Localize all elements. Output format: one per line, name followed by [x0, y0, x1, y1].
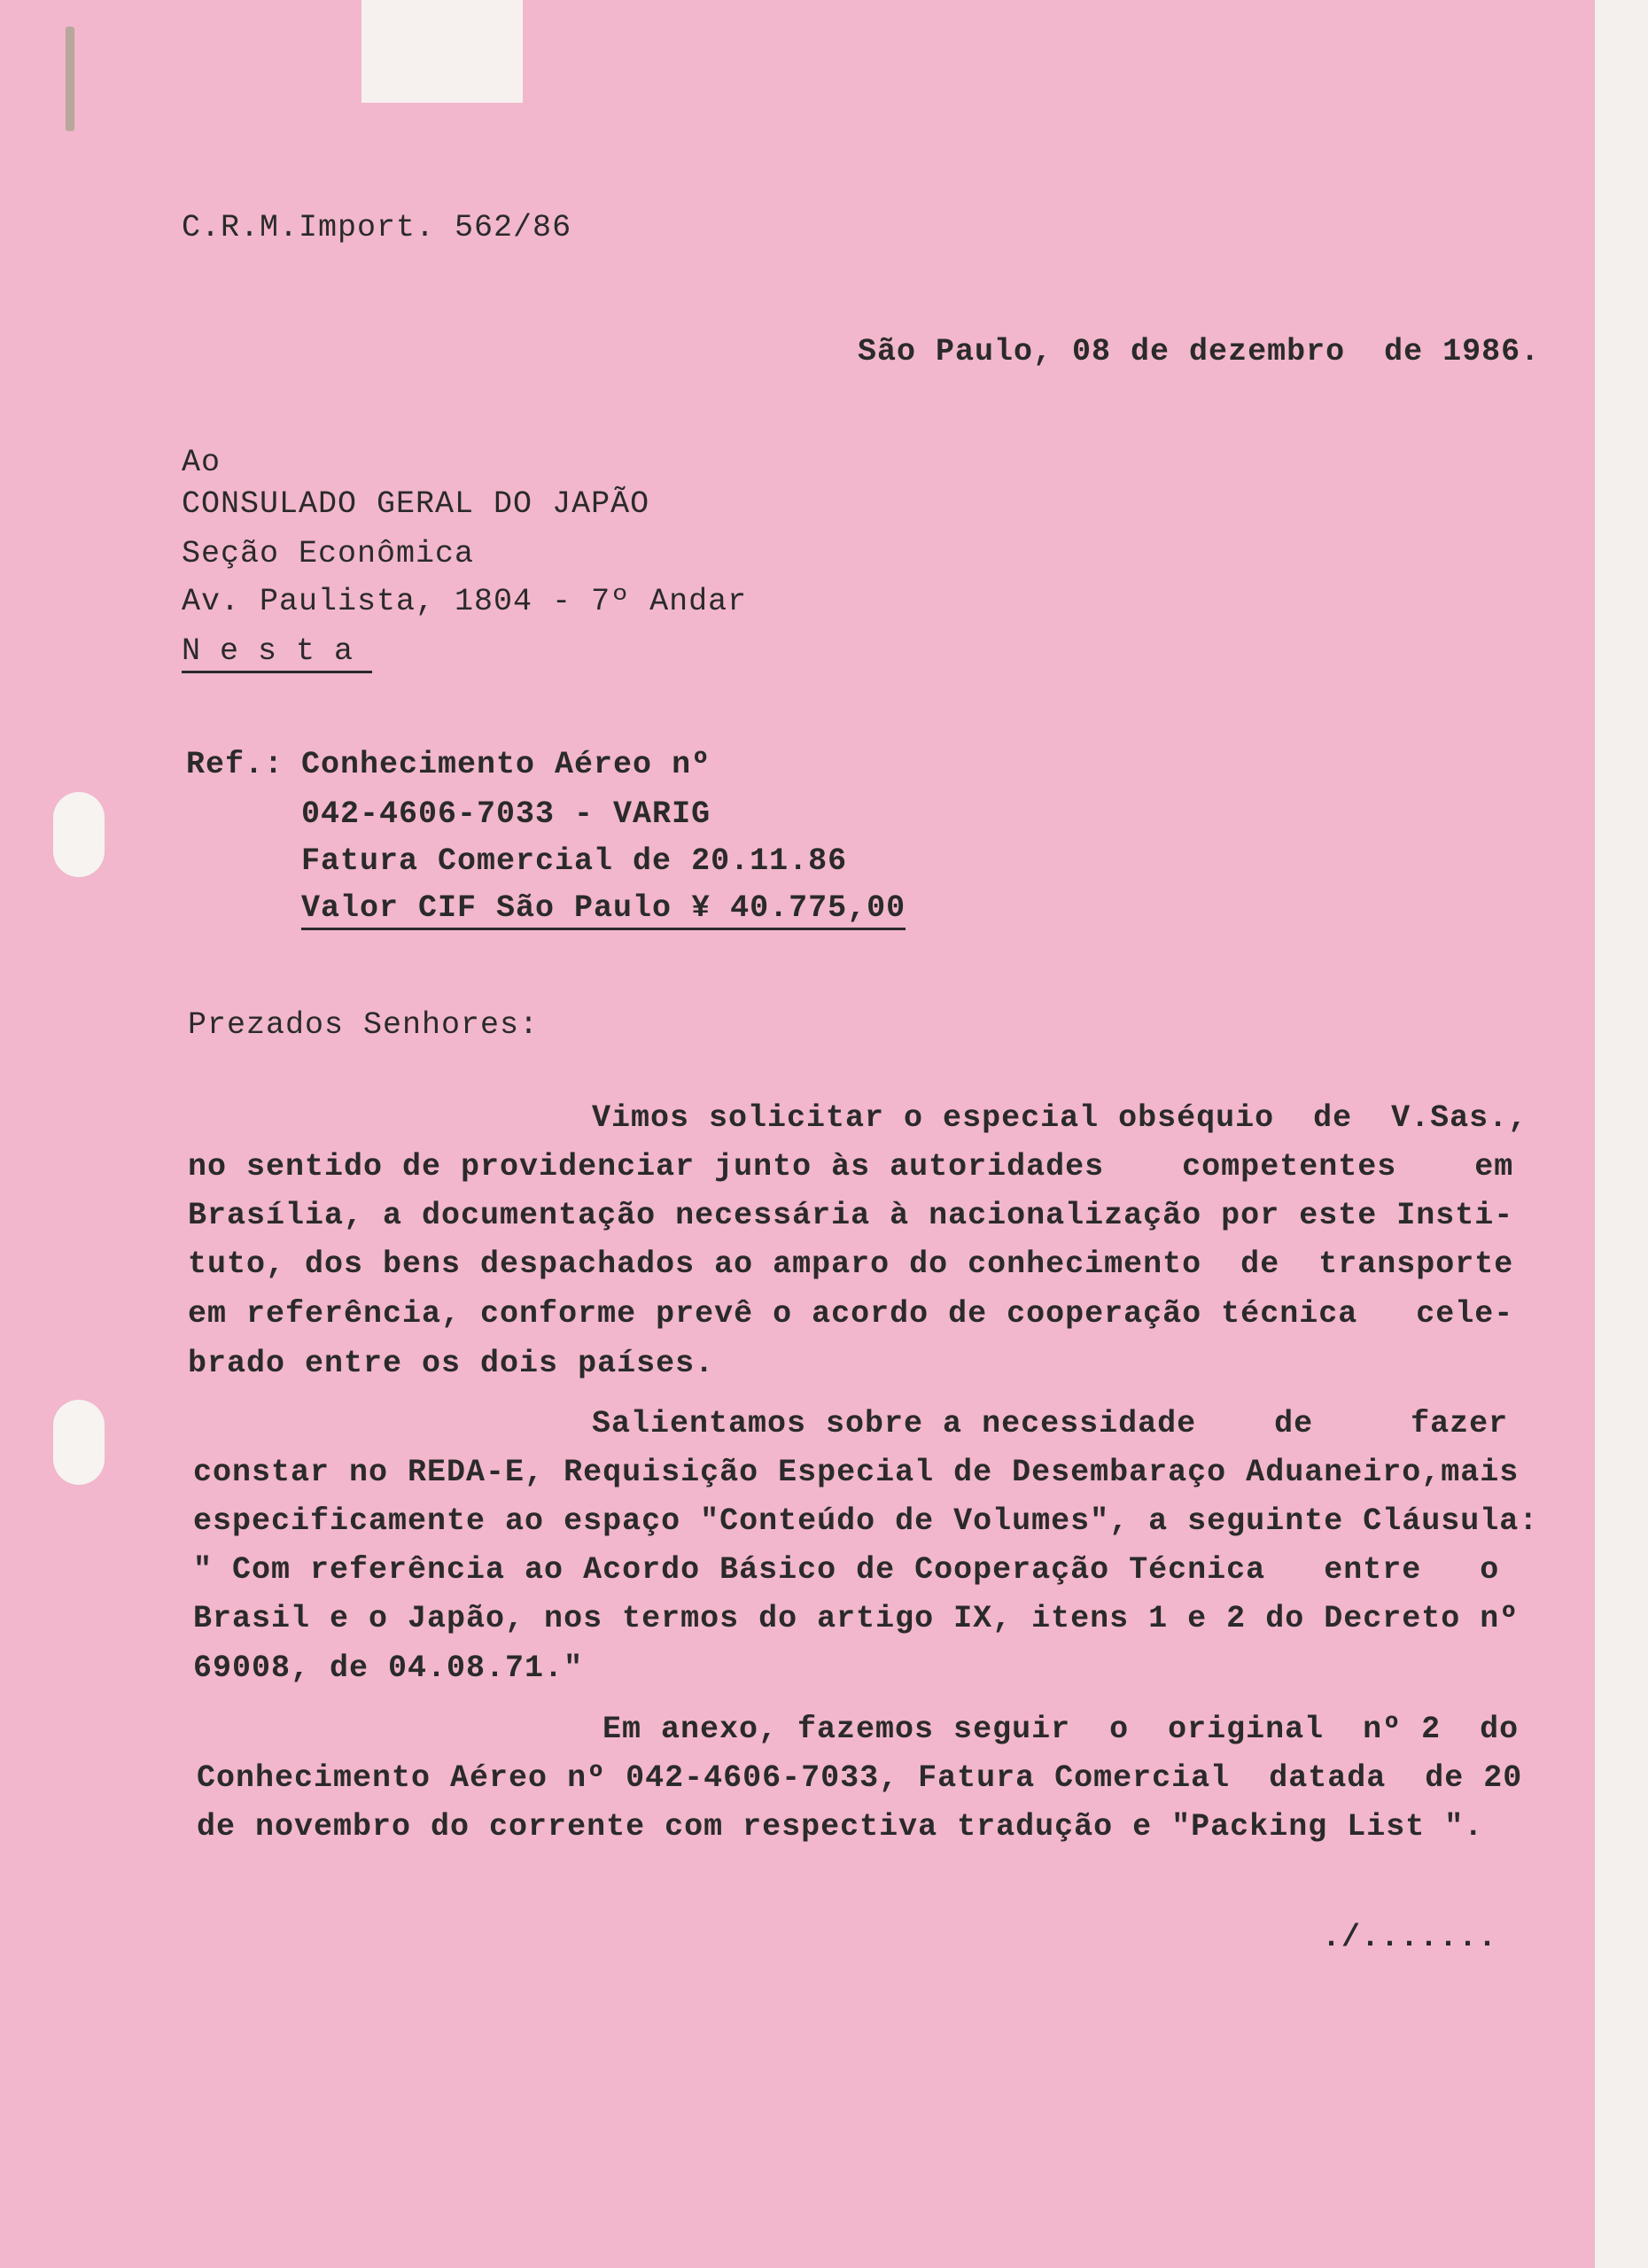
reference-line: 042-4606-7033 - VARIG	[301, 796, 711, 832]
body-line: Brasília, a documentação necessária à nacionalização por este Insti-	[188, 1198, 1514, 1233]
document-reference: C.R.M.Import. 562/86	[182, 210, 572, 245]
paper-tab	[361, 0, 523, 103]
body-line: Em anexo, fazemos seguir o original nº 2 do	[602, 1712, 1520, 1747]
body-line: brado entre os dois países.	[188, 1346, 715, 1381]
punch-hole	[53, 1400, 105, 1485]
body-line: " Com referência ao Acordo Básico de Cooperação Técnica entre o	[193, 1552, 1500, 1588]
body-line: de novembro do corrente com respectiva tradução e "Packing List ".	[197, 1809, 1484, 1845]
continuation-mark: ./.......	[1322, 1920, 1498, 1955]
document-date: São Paulo, 08 de dezembro de 1986.	[858, 334, 1541, 369]
scan-margin	[1595, 0, 1648, 2268]
body-line: constar no REDA-E, Requisição Especial de Desembaraço Aduaneiro,mais	[193, 1455, 1520, 1490]
body-line: Salientamos sobre a necessidade de fazer	[592, 1406, 1509, 1441]
reference-line: Fatura Comercial de 20.11.86	[301, 843, 848, 879]
recipient-line: Seção Econômica	[182, 536, 475, 571]
reference-line: Conhecimento Aéreo nº	[301, 747, 711, 782]
recipient-line: Ao	[182, 445, 222, 480]
body-line: tuto, dos bens despachados ao amparo do conhecimento de transporte	[188, 1247, 1514, 1282]
body-line: em referência, conforme prevê o acordo de cooperação técnica cele-	[188, 1296, 1514, 1332]
recipient-city: Nesta	[182, 636, 372, 673]
reference-value: Valor CIF São Paulo ¥ 40.775,00	[301, 893, 906, 930]
body-line: Brasil e o Japão, nos termos do artigo IX, itens 1 e 2 do Decreto nº	[193, 1601, 1520, 1636]
reference-label: Ref.:	[186, 747, 284, 782]
body-line: no sentido de providenciar junto às autoridades competentes em	[188, 1149, 1514, 1184]
recipient-line: CONSULADO GERAL DO JAPÃO	[182, 486, 650, 522]
recipient-line: Av. Paulista, 1804 - 7º Andar	[182, 584, 748, 619]
body-line: 69008, de 04.08.71."	[193, 1651, 584, 1686]
body-line: especificamente ao espaço "Conteúdo de Volumes", a seguinte Cláusula:	[193, 1503, 1539, 1539]
body-line: Vimos solicitar o especial obséquio de V.Sas.,	[592, 1100, 1528, 1136]
body-line: Conhecimento Aéreo nº 042-4606-7033, Fatura Comercial datada de 20	[197, 1760, 1523, 1796]
punch-hole	[53, 792, 105, 877]
staple-mark	[66, 27, 74, 131]
salutation: Prezados Senhores:	[188, 1007, 540, 1043]
